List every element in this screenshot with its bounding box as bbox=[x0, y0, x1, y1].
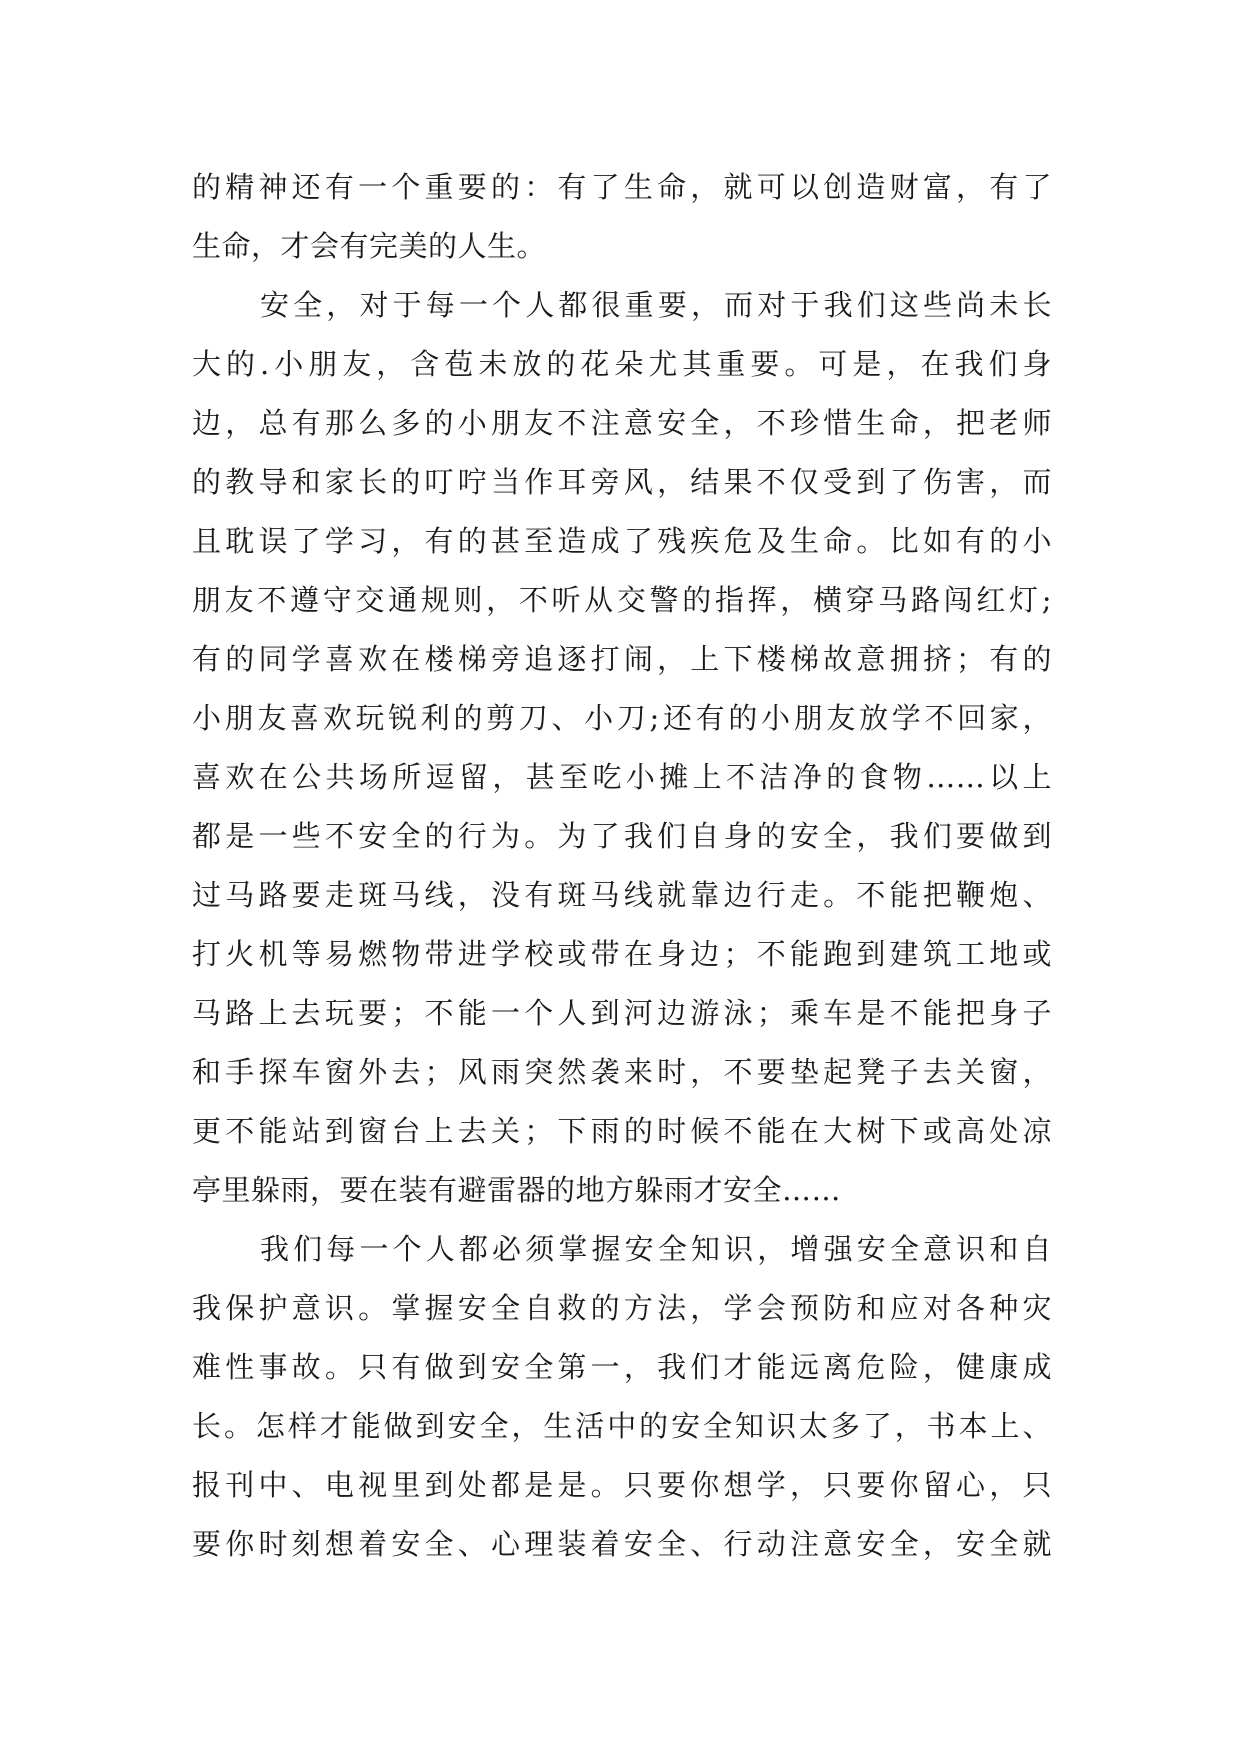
text-line: 和手探车窗外去；风雨突然袭来时，不要垫起凳子去关窗， bbox=[192, 1055, 1052, 1089]
text-line: 的教导和家长的叮咛当作耳旁风，结果不仅受到了伤害，而 bbox=[192, 465, 1052, 499]
text-line: 有的同学喜欢在楼梯旁追逐打闹，上下楼梯故意拥挤；有的 bbox=[192, 642, 1052, 676]
text-line: 边，总有那么多的小朋友不注意安全，不珍惜生命，把老师 bbox=[192, 406, 1052, 440]
text-line: 要你时刻想着安全、心理装着安全、行动注意安全，安全就 bbox=[192, 1527, 1052, 1561]
text-line: 亭里躲雨，要在装有避雷器的地方躲雨才安全…… bbox=[192, 1173, 842, 1207]
paragraph bbox=[192, 158, 1052, 276]
text-line: 报刊中、电视里到处都是是。只要你想学，只要你留心，只 bbox=[192, 1468, 1052, 1502]
text-line: 我保护意识。掌握安全自救的方法，学会预防和应对各种灾 bbox=[192, 1291, 1052, 1325]
text-line: 难性事故。只有做到安全第一，我们才能远离危险，健康成 bbox=[192, 1350, 1052, 1384]
text-line: 都是一些不安全的行为。为了我们自身的安全，我们要做到 bbox=[192, 819, 1052, 853]
text-line: 且耽误了学习，有的甚至造成了残疾危及生命。比如有的小 bbox=[192, 524, 1052, 558]
paragraph bbox=[192, 276, 1052, 1220]
text-line: 马路上去玩要；不能一个人到河边游泳；乘车是不能把身子 bbox=[192, 996, 1052, 1030]
text-line: 朋友不遵守交通规则，不听从交警的指挥，横穿马路闯红灯; bbox=[192, 583, 1052, 617]
text-line: 长。怎样才能做到安全，生活中的安全知识太多了，书本上、 bbox=[192, 1409, 1052, 1443]
text-line: 小朋友喜欢玩锐利的剪刀、小刀;还有的小朋友放学不回家， bbox=[192, 701, 1052, 735]
text-line: 过马路要走斑马线，没有斑马线就靠边行走。不能把鞭炮、 bbox=[192, 878, 1052, 912]
text-line: 喜欢在公共场所逗留，甚至吃小摊上不洁净的食物……以上 bbox=[192, 760, 1052, 794]
text-line: 我们每一个人都必须掌握安全知识，增强安全意识和自 bbox=[260, 1232, 1052, 1266]
text-line: 更不能站到窗台上去关；下雨的时候不能在大树下或高处凉 bbox=[192, 1114, 1052, 1148]
text-line: 大的.小朋友，含苞未放的花朵尤其重要。可是，在我们身 bbox=[192, 347, 1052, 381]
text-line: 安全，对于每一个人都很重要，而对于我们这些尚未长 bbox=[260, 288, 1052, 322]
text-line: 生命，才会有完美的人生。 bbox=[192, 229, 547, 263]
text-line: 的精神还有一个重要的：有了生命，就可以创造财富，有了 bbox=[192, 170, 1052, 204]
text-line: 打火机等易燃物带进学校或带在身边；不能跑到建筑工地或 bbox=[192, 937, 1052, 971]
paragraph bbox=[192, 1220, 1052, 1574]
document-body bbox=[192, 158, 1052, 1574]
